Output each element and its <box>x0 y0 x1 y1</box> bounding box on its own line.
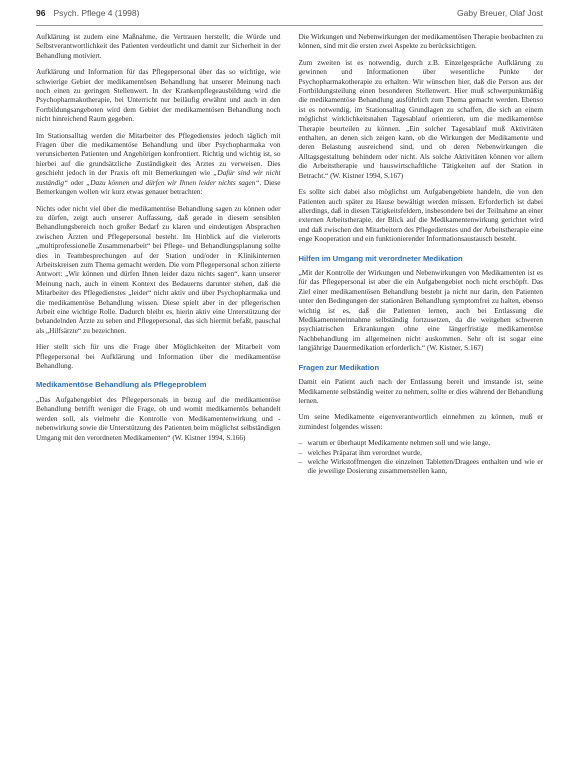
dash-bullet: – <box>298 438 303 448</box>
header-left <box>36 8 139 18</box>
knowledge-list <box>299 438 544 476</box>
paragraph <box>299 58 544 180</box>
section-heading: Fragen zur Medikation <box>298 362 380 372</box>
italic-quote: „Dafür sind wir nicht zuständig“ <box>36 168 281 187</box>
text-span: Im Stationsalltag werden die Mitarbeiter des Pflegedienstes jedoch täglich mit Fragen über die medikamentöse Behandlung und über Psychopharmaka von verunsicherten Patienten und Angehörigen konfrontiert. Richtig und wichtig ist, so hierbei auf die grundsätzliche Zuständigkeit des Arztes zu verweisen. Dies geschieht jedoch in der Praxis oft mit Bemerkungen wie <box>36 130 281 178</box>
list-item-text: welches Präparat ihm verordnet wurde, <box>307 447 422 457</box>
dash-bullet: – <box>298 447 303 457</box>
text-columns <box>36 32 543 476</box>
italic-quote: „Dazu können und dürfen wir Ihnen leider nichts sagen“ <box>86 177 260 187</box>
list-item-text: welche Wirkstoffmengen die einzelnen Tabletten/Dragees enthalten und wie er die jeweilige Dosierung zusammenstellen kann, <box>307 457 543 476</box>
section-heading: Medikamentöse Behandlung als Pflegeproblem <box>36 380 207 390</box>
quote-text: „Das Aufgabengebiet des Pflegepersonals in bezug auf die medikamentöse Behandlung betrifft weniger die Frage, ob und womit medikamentös behandelt werden soll, als vielmehr die Kontrolle von Medikamentenwirkung und -nebenwirkung sowie die Unterstützung des Patienten beim möglichst selbständigen Umgang mit den verordneten Medikamenten“ <box>36 394 281 442</box>
page-number: 96 <box>36 8 46 18</box>
citation: (W. Kistner, S.167) <box>425 343 484 353</box>
author-names: Gaby Breuer, Olaf Jost <box>457 8 543 18</box>
journal-name: Psych. Pflege 4 (1998) <box>53 8 140 18</box>
paragraph: Um seine Medikamente eigenverantwortlich einnehmen zu können, muß er zumindest folgendes wissen: <box>298 412 543 431</box>
right-column <box>299 32 544 476</box>
citation: (W. Kistner 1994, S.167) <box>328 170 404 180</box>
quote-text: „Mit der Kontrolle der Wirkungen und Nebenwirkungen von Medikamenten ist es für das Pflegepersonal ist aber die ein Aufgabengebiet noch nicht erschöpft. Das Ziel einer medikamentösen Behandlung besteht ja nicht nur darin, den Patienten unter den Bedingungen der stationären Behandlung symptomfrei zu halten, ebenso wichtig ist es, daß die Patienten lernen, auch bei Entlassung die Medikamenteneinnahme selbständig fortzusetzen, da die weitgehen schweren psychiatrischen Erkrankungen ohne eine längerfristige medikamentöse Nachbehandlung im allgemeinen nicht auskommen. Sehr oft ist sogar eine langjährige Dauermedikation erforderlich.“ <box>298 268 543 353</box>
paragraph: Es sollte sich dabei also möglichst um Aufgabengebiete handeln, die von den Patienten auch später zu Hause bewältigt werden müssen. Erforderlich ist dabei allerdings, daß in diesen Tätigkeitsfeldern, insbesondere bei der Teilnahme an einer externen Arbeitstherapie, der Blick auf die Medikamentenwirkung gerichtet wird und daß zwischen den Mitarbeitern des Pflegedienstes und der Arbeitstherapie eine enge Kooperation und ein funktionierender Informationsaustausch besteht. <box>298 187 543 244</box>
paragraph: Nichts oder nicht viel über die medikamentöse Behandlung sagen zu können oder zu dürfen, zeigt auch unserer Auffassung, daß gerade in diesem sensiblen Behandlungsbereich noch großer Bedarf zu klaren und eindeutigen Absprachen zwischen Ärzten und Pflegepersonal besteht. Im Hinblick auf die vielerorts „multiprofessionelle Zusammenarbeit“ bei Pflege- und Behandlungsplanung sollte dies in Teambesprechungen auf der Station und/oder in Klinikinternen Arbeitskreisen zum Thema gemacht werden. Die vom Pflegepersonal schon zitierte Antwort: „Wir können und dürfen Ihnen leider dazu nichts sagen“, kann unserer Meinung nach, auch in einem Kontext des Bedauerns darunter stehen, daß die Mitarbeiter des Pflegedienstes „leider“ nicht aktiv und über Psychopharmaka und die medikamentöse Behandlung wissen. Diese spielt aber in der pflegerischen Arbeit eine wichtige Rolle. Dadurch bleibt es, hierin aktiv eine Unterstützung der behandelnden Ärzte zu sehen und Pflegepersonal, das sich hiermit befaßt, pauschal als „Hilfsärzte“ zu bezeichnen. <box>36 203 281 335</box>
quote-paragraph <box>299 268 544 353</box>
list-item <box>299 457 544 476</box>
list-item <box>299 448 544 457</box>
quote-paragraph <box>36 395 281 442</box>
header-divider <box>36 25 543 26</box>
page-header <box>36 0 543 22</box>
paragraph: Damit ein Patient auch nach der Entlassung bereit und imstande ist, seine Medikamente selbständig weiter zu nehmen, sollte er dies während der Behandlung lernen. <box>298 377 543 405</box>
citation: (W. Kistner 1994, S.166) <box>170 432 246 442</box>
list-item-text: warum er überhaupt Medikamente nehmen soll und wie lange, <box>307 438 491 448</box>
text-span: Zum zweiten ist es notwendig, durch z.B. Einzelgespräche Aufklärung zu gewinnen und Informationen über wesentliche Punkte der Psychopharmakotherapie zu erhalten. Wir wünschen hier, daß die Person aus der Fortbildungsteilung einen besonderen Stellenwert. Hier muß schwerpunktmäßig die medikamentöse Behandlung ausführlich zum Thema gemacht werden. Ebenso ist es notwendig, im Stationsalltag Grundlagen zu schaffen, die sich an einem möglichst wirklichkeitsnahen Tagesablauf orientieren, um die medikamentöse Therapie beurteilen zu können. „Ein solcher Tagesablauf muß Aktivitäten enthalten, an denen sich zeigen kann, ob die Wirkungen der Medikamente und deren Belastung ausreichend sind, und ob deren Nebenwirkungen die Alltagsgestaltung behindern oder nicht. Als solche Aktivitäten können vor allem die Arbeitstherapie und hauswirtschaftliche Tätigkeiten auf der Station in Betracht.“ <box>298 57 543 180</box>
section-heading: Hilfen im Umgang mit verordneter Medikation <box>298 253 463 263</box>
list-item <box>299 438 544 447</box>
dash-bullet: – <box>298 457 303 467</box>
text-span: . Diese Bemerkungen wollen wir kurz etwas genauer betrachten: <box>36 177 281 197</box>
paragraph: Hier stellt sich für uns die Frage über Möglichkeiten der Mitarbeit vom Pflegepersonal bei Aufklärung und Information über die medikamentöse Behandlung. <box>36 342 281 370</box>
paragraph: Die Wirkungen und Nebenwirkungen der medikamentösen Therapie beobachten zu können, sind mit die ersten zwei Aspekte zu berücksichtigen. <box>298 32 543 51</box>
paragraph: Aufklärung und Information für das Pflegepersonal über das so wichtige, wie schwierige Gebiet der medikamentösen Behandlung hat unserer Meinung nach noch einen zu geringen Stellenwert. In der Krankenpflegeausbildung wird die Psychopharmakotherapie, bei Unterricht nur beiläufig erwähnt und auch in den Fortbildungsangeboten wird dem Gebiet der medikamentösen Behandlung noch nicht hinreichend Raum gegeben. <box>36 67 281 124</box>
paragraph: Aufklärung ist zudem eine Maßnahme, die Vertrauen herstellt, die Würde und Selbstverantwortlichkeit des Patienten verdeutlicht und damit zur Sicherheit in der Behandlung motiviert. <box>36 32 281 60</box>
paragraph <box>36 131 281 197</box>
text-span: oder <box>68 177 87 187</box>
left-column <box>36 32 281 476</box>
